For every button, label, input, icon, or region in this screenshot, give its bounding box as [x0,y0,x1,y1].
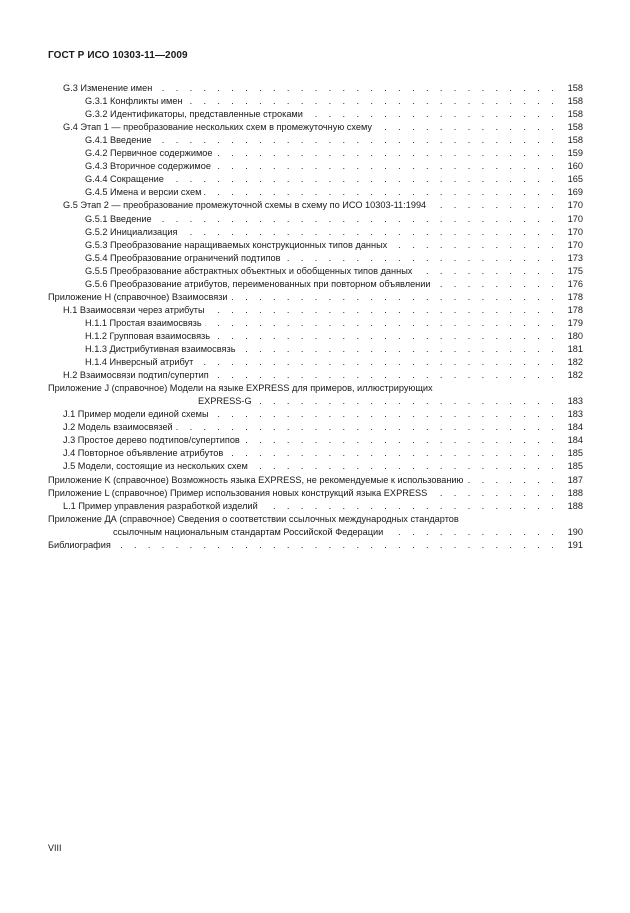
toc-entry [0,95,630,108]
toc-entry-page: 182 [553,356,583,369]
toc-entry-page: 170 [553,226,583,239]
toc-entry [0,513,630,526]
toc-entry-page: 178 [553,291,583,304]
toc-entry-title: G.4.1 Введение [85,134,155,147]
toc-entry [0,460,630,473]
toc-entry-title: G.5.4 Преобразование ограничений подтипов [85,252,284,265]
toc-entry-title: G.5.2 Инициализация [85,226,181,239]
toc-entry [0,317,630,330]
toc-entry-page: 185 [553,460,583,473]
toc-entry-title: G.5 Этап 2 — преобразование промежуточной схемы в схему по ИСО 10303-11:1994 [63,199,429,212]
toc-entry [0,304,630,317]
toc-entry-page: 158 [553,134,583,147]
page-number: VIII [48,843,62,853]
toc-entry-title: J.2 Модель взаимосвязей [63,421,176,434]
toc-entry-page: 183 [553,395,583,408]
toc-entry [0,369,630,382]
toc-entry-page: 158 [553,108,583,121]
toc-entry-page: 176 [553,278,583,291]
toc-entry [0,239,630,252]
toc-entry [0,199,630,212]
toc-entry-title: G.4.3 Вторичное содержимое [85,160,214,173]
toc-entry [0,539,630,552]
toc-entry-title: Приложение ДА (справочное) Сведения о соответствии ссылочных международных стандартов [48,513,462,526]
toc-entry-page: 188 [553,500,583,513]
toc-entry-page: 190 [553,526,583,539]
toc-entry-title: G.4.4 Сокращение [85,173,167,186]
toc-entry-page: 170 [553,239,583,252]
toc-entry-page: 179 [553,317,583,330]
toc-entry-title: Н.1 Взаимосвязи через атрибуты [63,304,208,317]
toc-entry [0,408,630,421]
toc-entry [0,147,630,160]
toc-entry-title: L.1 Пример управления разработкой изделий [63,500,261,513]
toc-entry-page: 183 [553,408,583,421]
toc-entry-page: 173 [553,252,583,265]
toc-entry-page: 170 [553,199,583,212]
toc-entry-title: G.5.1 Введение [85,213,155,226]
toc-entry-page: 187 [553,474,583,487]
toc-entry-page: 175 [553,265,583,278]
toc-entry-page: 178 [553,304,583,317]
toc-entry [0,134,630,147]
toc-entry-page: 181 [553,343,583,356]
toc-entry [0,160,630,173]
toc-entry-title: J.3 Простое дерево подтипов/супертипов [63,434,243,447]
toc-entry-title: G.3.1 Конфликты имен [85,95,186,108]
toc-entry-title: G.4.5 Имена и версии схем [85,186,204,199]
toc-entry-page: 180 [553,330,583,343]
toc-entry [0,121,630,134]
toc-entry-title: Приложение K (справочное) Возможность языка EXPRESS, не рекомендуемые к использованию [48,474,466,487]
toc-entry-title: J.4 Повторное объявление атрибутов [63,447,226,460]
toc-leader-dots [85,134,572,147]
toc-entry [0,330,630,343]
toc-entry-page: 158 [553,82,583,95]
toc-entry [0,500,630,513]
toc-entry-page: 158 [553,121,583,134]
toc-entry [0,186,630,199]
toc-entry-title: Н.2 Взаимосвязи подтип/супертип [63,369,212,382]
toc-entry-title: Приложение J (справочное) Модели на языке EXPRESS для примеров, иллюстрирующих [48,382,436,395]
toc-entry [0,447,630,460]
toc-entry-title: Н.1.3 Дистрибутивная взаимосвязь [85,343,239,356]
toc-entry [0,434,630,447]
toc-entry-page: 159 [553,147,583,160]
document-header: ГОСТ Р ИСО 10303-11—2009 [48,50,188,61]
toc-entry-page: 191 [553,539,583,552]
toc-entry-title: Н.1.2 Групповая взаимосвязь [85,330,213,343]
toc-entry-title: ссылочным национальным стандартам Российской Федерации [113,526,386,539]
toc-leader-dots [85,213,572,226]
toc-entry [0,343,630,356]
toc-entry-title: G.3.2 Идентификаторы, представленные строками [85,108,306,121]
toc-entry-title: G.4 Этап 1 — преобразование нескольких схем в промежуточную схему [63,121,375,134]
toc-entry-page: 184 [553,434,583,447]
toc-entry-page: 160 [553,160,583,173]
toc-entry [0,226,630,239]
toc-entry [0,291,630,304]
toc-entry-page: 158 [553,95,583,108]
toc-entry-title: G.5.5 Преобразование абстрактных объектных и обобщенных типов данных [85,265,415,278]
toc-entry [0,265,630,278]
toc-entry [0,526,630,539]
toc-entry-page: 185 [553,447,583,460]
toc-entry-page: 165 [553,173,583,186]
toc-entry-title: G.4.2 Первичное содержимое [85,147,216,160]
toc-entry [0,382,630,395]
toc-entry [0,108,630,121]
toc-entry-title: G.3 Изменение имен [63,82,155,95]
toc-leader-dots [48,539,572,552]
toc-entry [0,487,630,500]
toc-entry-page: 188 [553,487,583,500]
toc-entry [0,278,630,291]
toc-entry [0,82,630,95]
toc-entry-title: Библиография [48,539,114,552]
toc-entry [0,421,630,434]
toc-entry-page: 182 [553,369,583,382]
toc-entry-title: G.5.6 Преобразование атрибутов, переименованных при повторном объявлении [85,278,434,291]
toc-entry-title: Н.1.4 Инверсный атрибут [85,356,196,369]
toc-entry [0,213,630,226]
toc-entry-title: Приложение L (справочное) Пример использования новых конструкций языка EXPRESS [48,487,430,500]
toc-entry [0,252,630,265]
toc-entry-page: 170 [553,213,583,226]
toc-entry [0,356,630,369]
toc-entry-title: Н.1.1 Простая взаимосвязь [85,317,205,330]
toc-entry [0,474,630,487]
toc-entry-title: EXPRESS-G [198,395,255,408]
toc-entry [0,395,630,408]
toc-entry-page: 184 [553,421,583,434]
toc-entry-page: 169 [553,186,583,199]
toc-entry [0,173,630,186]
toc-entry-title: J.1 Пример модели единой схемы [63,408,212,421]
toc-entry-title: Приложение Н (справочное) Взаимосвязи [48,291,231,304]
toc-entry-title: J.5 Модели, состоящие из нескольких схем [63,460,251,473]
toc-entry-title: G.5.3 Преобразование наращиваемых конструкционных типов данных [85,239,390,252]
